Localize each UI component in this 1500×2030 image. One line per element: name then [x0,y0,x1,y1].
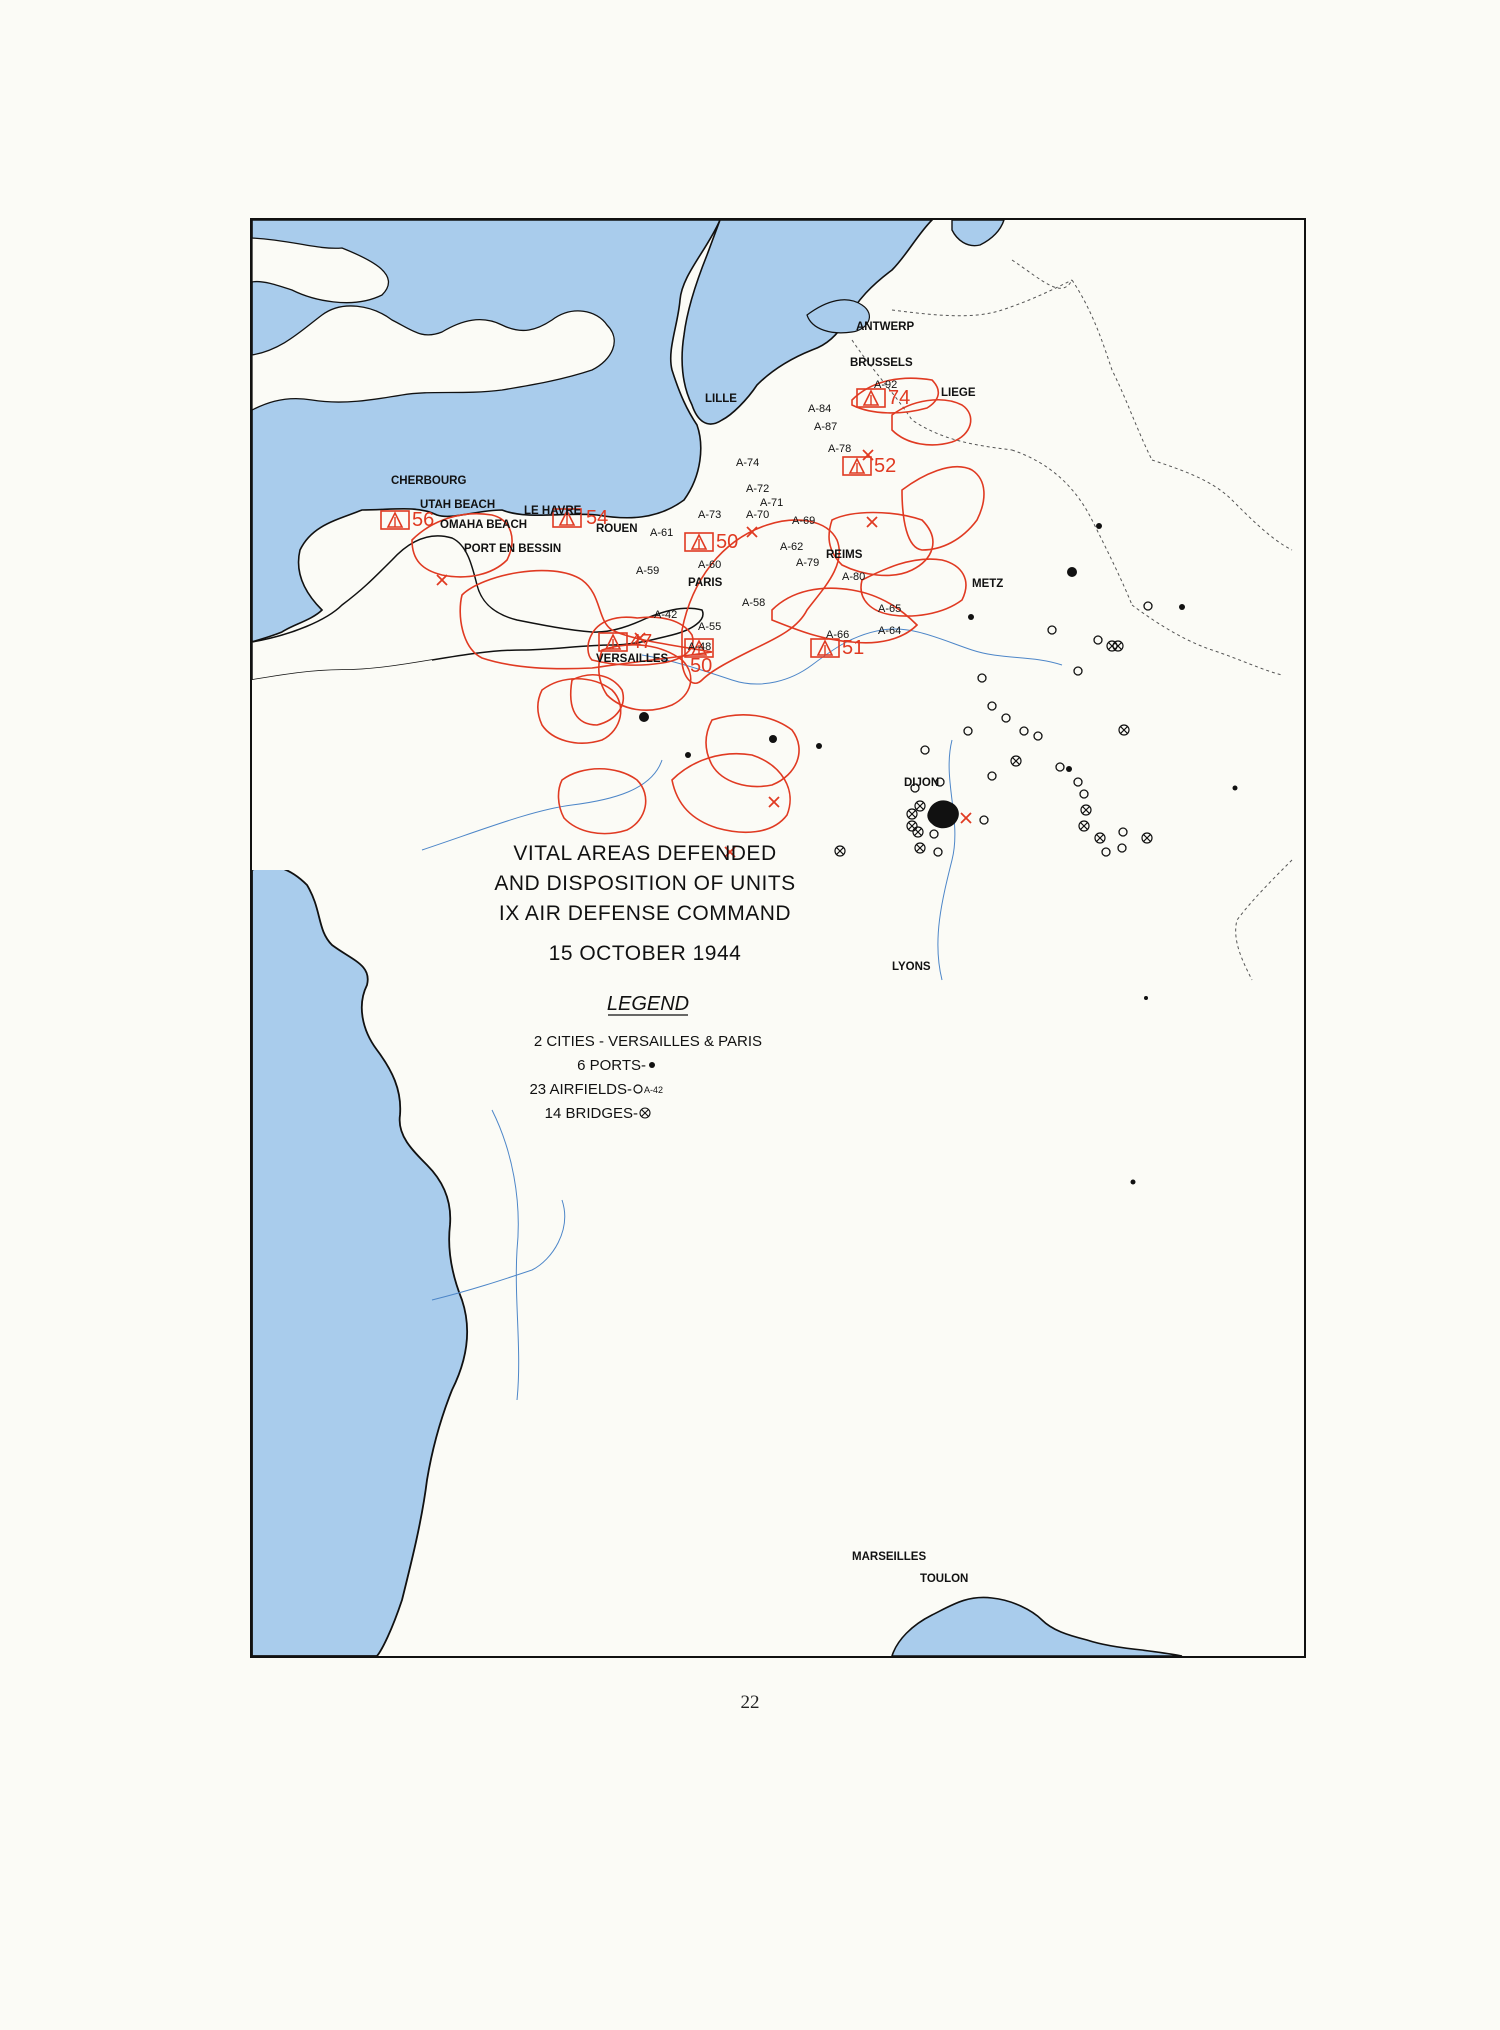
airfield-a59-label: A-59 [636,565,660,577]
cherbourg-dot [639,712,649,722]
airfield-a48-label: A-48 [688,641,712,653]
unit-54-label: 54 [586,507,609,529]
airfield-a65-label: A-65 [878,603,902,615]
rouen-label: ROUEN [596,523,638,535]
airfield-a73-label: A-73 [698,509,722,521]
airfield-a61-label: A-61 [650,527,674,539]
title-date: 15 OCTOBER 1944 [548,942,742,965]
utah-beach-label: UTAH BEACH [420,499,496,511]
map-canvas [252,220,1304,1656]
airfield-a84-label: A-84 [808,403,832,415]
brussels-label: BRUSSELS [850,357,913,369]
brittany-cotentin-land [252,536,703,870]
liege-dot [1179,604,1185,610]
mediterranean-sea [892,1597,1182,1656]
legend-heading: LEGEND [606,993,690,1015]
metz-dot [1233,786,1238,791]
brussels-dot [1067,567,1077,577]
airfield-a79-label: A-79 [796,557,820,569]
versailles-label: VERSAILLES [596,653,669,665]
legend [529,993,762,1122]
airfield-a74-label: A-74 [736,457,760,469]
airfield-a60-label: A-60 [698,559,722,571]
liege-label: LIEGE [941,387,976,399]
airfield-a71-label: A-71 [760,497,784,509]
unit-50b-label: 50 [690,655,713,677]
paris-label: PARIS [688,577,723,589]
bay-of-biscay [252,866,467,1656]
unit-56-label: 56 [412,509,435,531]
legend-cities: 2 CITIES - VERSAILLES & PARIS [533,1033,763,1050]
lille-dot [968,614,974,620]
lyons-label: LYONS [892,961,931,973]
airfield-a87-label: A-87 [814,421,838,433]
toulon-label: TOULON [920,1573,969,1585]
airfield-a66-label: A-66 [826,629,850,641]
metz-label: METZ [972,578,1004,590]
legend-airfields: 23 AIRFIELDS- [529,1081,632,1098]
title-block [494,842,795,965]
antwerp-label: ANTWERP [856,321,915,333]
dijon-label: DIJON [904,777,940,789]
port-en-bessin-dot [685,752,691,758]
airfield-a80-label: A-80 [842,571,866,583]
map-frame [250,218,1306,1658]
airfield-a42-label: A-42 [654,609,678,621]
title-line-1: VITAL AREAS DEFENDED [513,842,777,865]
page-number: 22 [740,1692,760,1713]
lyons-dot [1131,1180,1136,1185]
antwerp-dot [1096,523,1102,529]
airfield-a55-label: A-55 [698,621,722,633]
le-havre-dot [769,735,777,743]
unit-47-label: 47 [630,631,653,653]
legend-bridges: 14 BRIDGES- [544,1105,638,1122]
omaha-beach-label: OMAHA BEACH [440,519,528,531]
unit-51-label: 51 [842,637,865,659]
bridge-markers [835,641,1152,856]
legend-airfield-circle [634,1085,642,1093]
airfield-a62-label: A-62 [780,541,804,553]
title-line-2: AND DISPOSITION OF UNITS [494,872,796,895]
airfield-a70-label: A-70 [746,509,770,521]
airfield-a69-label: A-69 [792,515,816,527]
le-havre-label: LE HAVRE [524,505,582,517]
lille-label: LILLE [705,393,737,405]
legend-airfield-sample: A-42 [644,1085,664,1095]
airfield-a64-label: A-64 [878,625,902,637]
dijon-dot [1144,996,1148,1000]
cherbourg-label: CHERBOURG [391,475,467,487]
national-borders [852,260,1292,980]
reims-dot [1066,766,1072,772]
reims-label: REIMS [826,549,863,561]
english-channel-sea [252,220,720,642]
rouen-dot [816,743,822,749]
rivers [422,629,1062,1400]
unit-74-label: 74 [888,387,911,409]
airfield-a78-label: A-78 [828,443,852,455]
unit-50a-label: 50 [716,531,739,553]
airfield-a72-label: A-72 [746,483,770,495]
marseilles-label: MARSEILLES [852,1551,927,1563]
port-en-bessin-label: PORT EN BESSIN [464,543,562,555]
legend-ports: 6 PORTS- [577,1057,646,1074]
legend-port-dot [649,1062,655,1068]
title-line-3: IX AIR DEFENSE COMMAND [498,902,792,925]
airfield-a58-label: A-58 [742,597,766,609]
airfield-a92-label: A-92 [874,379,898,391]
legend-bridge-symbol [640,1108,650,1118]
unit-52-label: 52 [874,455,897,477]
